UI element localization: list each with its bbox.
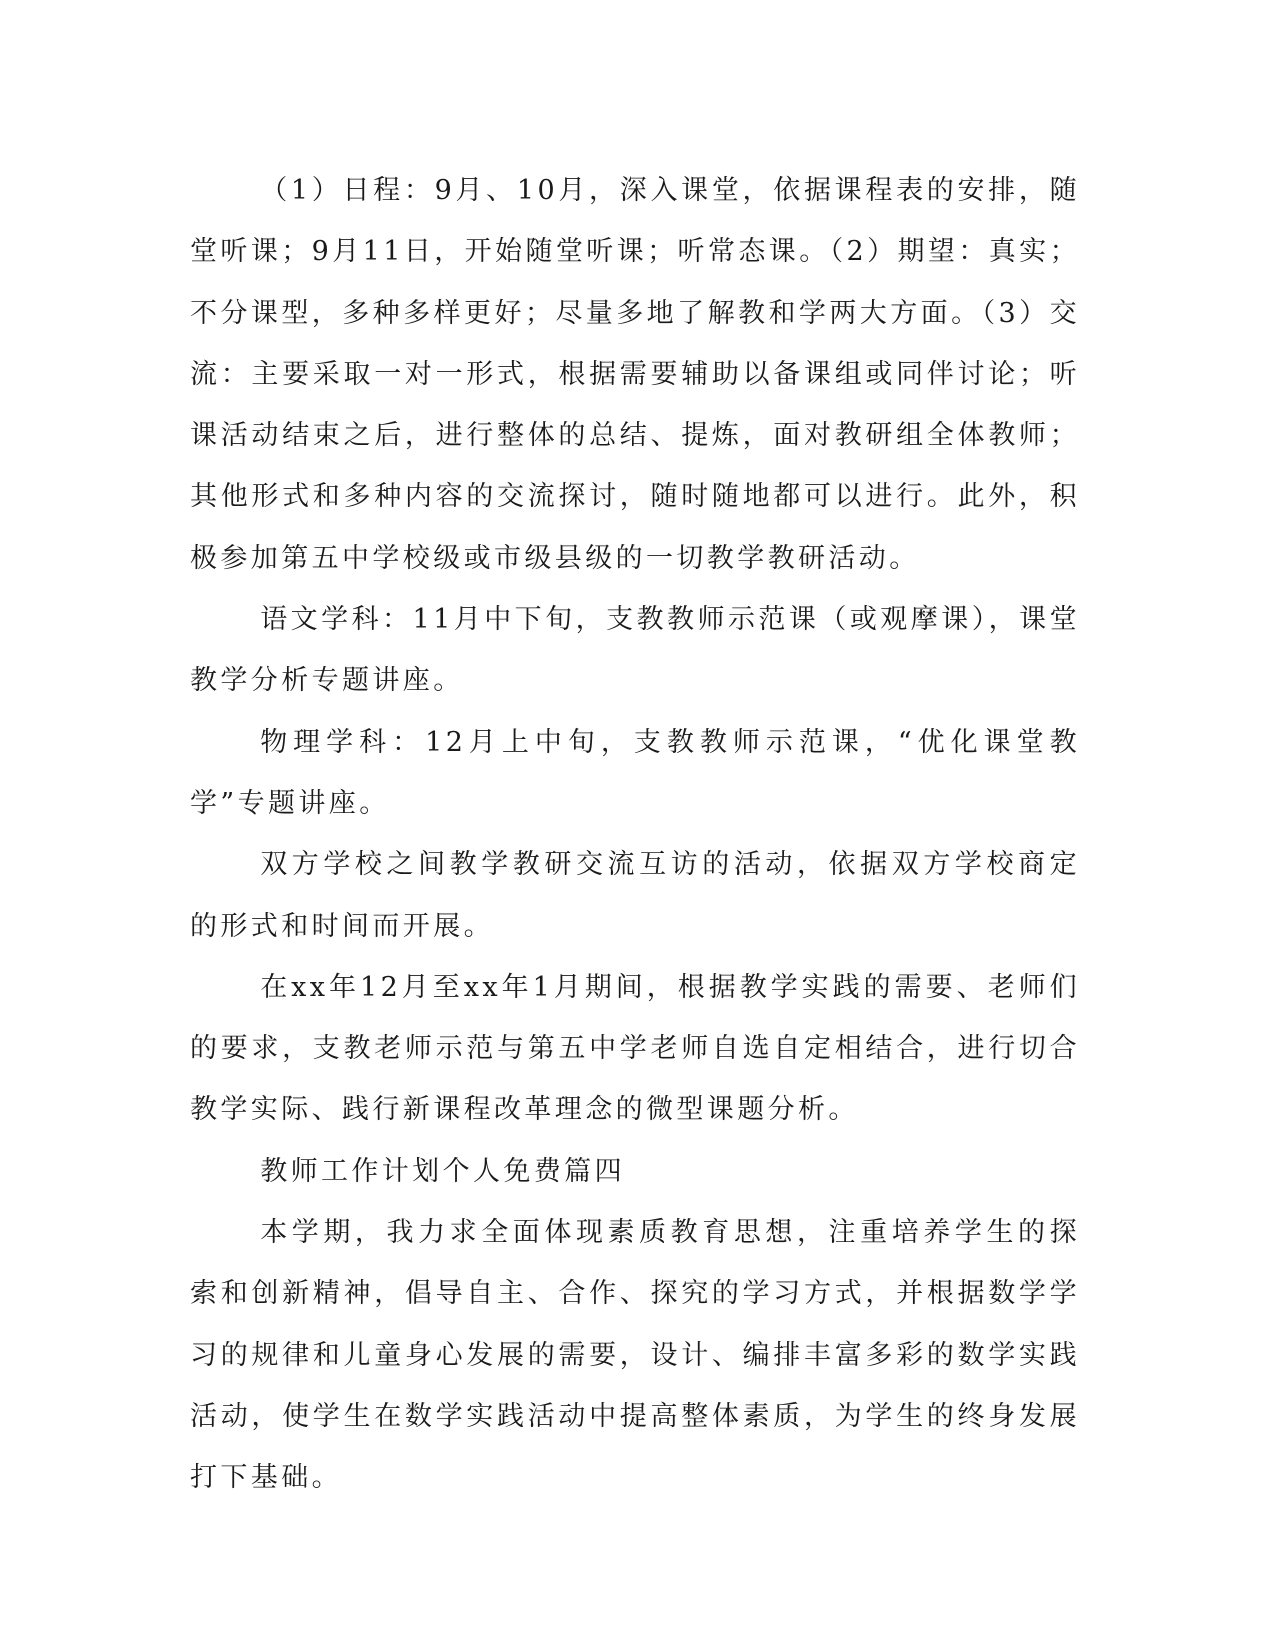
- paragraph-semester-plan: 本学期，我力求全面体现素质教育思想，注重培养学生的探索和创新精神，倡导自主、合作、探究的学习方式，并根据数学学习的规律和儿童身心发展的需要，设计、编排丰富多彩的数学实践活动，使学生在数学实践活动中提高整体素质，为学生的终身发展打下基础。: [190, 1217, 1080, 1494]
- paragraph-schedule: （1）日程：9月、10月，深入课堂，依据课程表的安排，随堂听课；9月11日，开始随堂听课；听常态课。（2）期望：真实；不分课型，多种多样更好；尽量多地了解教和学两大方面。（3）交流：主要采取一对一形式，根据需要辅助以备课组或同伴讨论；听课活动结束之后，进行整体的总结、提炼，面对教研组全体教师；其他形式和多种内容的交流探讨，随时随地都可以进行。此外，积极参加第五中学校级或市级县级的一切教学教研活动。: [190, 175, 1080, 574]
- paragraph-school-exchange: 双方学校之间教学教研交流互访的活动，依据双方学校商定的形式和时间而开展。: [190, 849, 1080, 942]
- section-heading: 教师工作计划个人免费篇四: [260, 1155, 625, 1187]
- paragraph-micro-research: 在xx年12月至xx年1月期间，根据教学实践的需要、老师们的要求，支教老师示范与第五中学老师自选自定相结合，进行切合教学实际、践行新课程改革理念的微型课题分析。: [190, 971, 1080, 1126]
- paragraph-physics-subject: 物理学科：12月上中旬，支教教师示范课，“优化课堂教学”专题讲座。: [190, 726, 1080, 819]
- document-body: [190, 160, 1080, 1509]
- paragraph-chinese-subject: 语文学科：11月中下旬，支教教师示范课（或观摩课），课堂教学分析专题讲座。: [190, 604, 1080, 697]
